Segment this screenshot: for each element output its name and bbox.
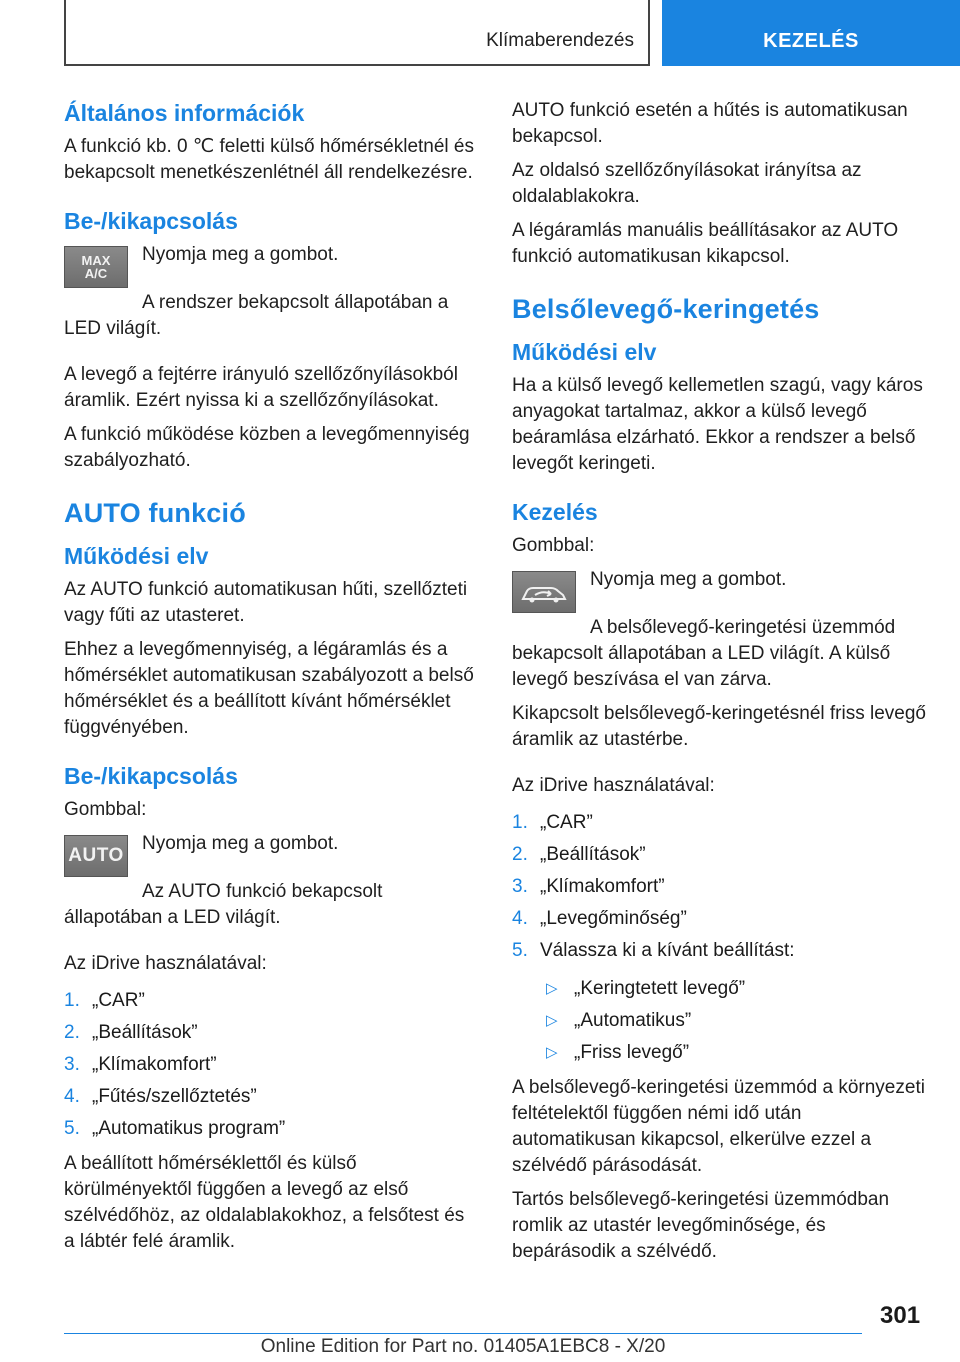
auto-icon-label: AUTO	[68, 845, 124, 866]
triangle-bullet-icon: ▷	[546, 980, 558, 997]
heading-recirculation: Belsőlevegő-keringetés	[512, 294, 820, 324]
triangle-bullet-icon: ▷	[546, 1012, 558, 1029]
paragraph: Az AUTO funkció bekapcsolt állapotában a LED világít.	[64, 881, 383, 928]
heading-operating-principle: Működési elv	[64, 543, 209, 569]
heading-on-off: Be-/kikapcsolás	[64, 208, 238, 234]
header-section-title: Klímaberendezés	[486, 30, 634, 51]
heading-auto-function: AUTO funkció	[64, 498, 246, 528]
paragraph: Gombbal:	[512, 535, 595, 556]
list-item: 1. „CAR”	[512, 812, 593, 833]
triangle-bullet-icon: ▷	[546, 1044, 558, 1061]
paragraph: AUTO funkció esetén a hűtés is automatikusan bekapcsol.	[512, 100, 908, 147]
list-item: 2. „Beállítások”	[64, 1022, 198, 1043]
footer-divider	[64, 1333, 862, 1334]
paragraph: Nyomja meg a gombot.	[142, 833, 339, 854]
paragraph: Kikapcsolt belsőlevegő-keringetésnél friss levegő áramlik az utastérbe.	[512, 703, 927, 750]
paragraph: Az AUTO funkció automatikusan hűti, szellőzteti vagy fűti az utasteret.	[64, 579, 468, 626]
paragraph: A levegő a fejtérre irányuló szellőzőnyílásokból áramlik. Ezért nyissa ki a szellőzőnyílásokat.	[64, 364, 458, 411]
paragraph: Az oldalsó szellőzőnyílásokat irányítsa az oldalablakokra.	[512, 160, 862, 207]
max-ac-button-icon	[64, 246, 128, 288]
paragraph: Nyomja meg a gombot.	[590, 569, 787, 590]
list-item: ▷ „Friss levegő”	[540, 1037, 926, 1069]
paragraph: Ha a külső levegő kellemetlen szagú, vagy káros anyagokat tartalmaz, akkor a külső levegő beáramlása elzárható. Ekkor a rendszer a belső levegőt keringeti.	[512, 375, 923, 474]
list-item: 4. „Levegőminőség”	[512, 908, 687, 929]
list-item: 5. Válassza ki a kívánt beállítást:	[512, 940, 795, 961]
car-recirculation-icon	[519, 579, 569, 605]
paragraph: Gombbal:	[64, 799, 147, 820]
header-chapter-tab	[662, 0, 960, 66]
max-ac-icon-label: MAX A/C	[81, 253, 111, 281]
paragraph: A beállított hőmérséklettől és külső körülményektől függően a levegő az első szélvédőhöz, az oldalablakokhoz, a felsőtest és a lábtér felé áramlik.	[64, 1153, 465, 1252]
paragraph: Az iDrive használatával:	[64, 953, 267, 974]
list-item: 3. „Klímakomfort”	[512, 876, 665, 897]
recirc-button-block	[512, 567, 926, 625]
list-item: 3. „Klímakomfort”	[64, 1054, 217, 1075]
auto-button-block	[64, 831, 478, 889]
paragraph: Ehhez a levegőmennyiség, a légáramlás és a hőmérséklet automatikusan szabályozott a belső hőmérséklet és a beállított kívánt hőmérséklet függvényében.	[64, 639, 474, 738]
footer-edition: Online Edition for Part no. 01405A1EBC8 - X/20	[260, 1336, 666, 1357]
paragraph: Nyomja meg a gombot.	[142, 244, 339, 265]
heading-general-info: Általános információk	[64, 100, 305, 126]
left-column	[64, 98, 478, 1263]
paragraph: A belsőlevegő-keringetési üzemmód a környezeti feltételektől függően némi idő után automatikusan kikapcsol, elkerülve ezzel a szélvédő párásodását.	[512, 1077, 925, 1176]
maxac-button-block	[64, 242, 478, 300]
paragraph: Tartós belsőlevegő-keringetési üzemmódban romlik az utastér levegőminősége, és bepárásodik a szélvédő.	[512, 1189, 890, 1262]
step-list	[64, 985, 478, 1145]
list-item: 2. „Beállítások”	[512, 844, 646, 865]
list-item: ▷ „Keringtetett levegő”	[540, 973, 926, 1005]
header-section-box	[64, 0, 650, 66]
list-item: 4. „Fűtés/szellőztetés”	[64, 1086, 257, 1107]
paragraph: A légáramlás manuális beállításakor az AUTO funkció automatikusan kikapcsol.	[512, 220, 899, 267]
page-number: 301	[880, 1302, 921, 1329]
step-list	[512, 807, 926, 967]
paragraph: Az iDrive használatával:	[512, 775, 715, 796]
option-list	[540, 973, 926, 1069]
heading-operating-principle: Működési elv	[512, 339, 657, 365]
recirculation-button-icon	[512, 571, 576, 613]
auto-button-icon	[64, 835, 128, 877]
paragraph: A rendszer bekapcsolt állapotában a LED világít.	[64, 292, 449, 339]
list-item: 5. „Automatikus program”	[64, 1118, 286, 1139]
paragraph: A funkció működése közben a levegőmennyiség szabályozható.	[64, 424, 470, 471]
list-item: ▷ „Automatikus”	[540, 1005, 926, 1037]
header-chapter-title: KEZELÉS	[763, 30, 859, 52]
paragraph: A belsőlevegő-keringetési üzemmód bekapcsolt állapotában a LED világít. A külső levegő beszívása el van zárva.	[512, 617, 896, 690]
heading-on-off: Be-/kikapcsolás	[64, 763, 238, 789]
right-column	[512, 98, 926, 1273]
list-item: 1. „CAR”	[64, 990, 145, 1011]
heading-operation: Kezelés	[512, 499, 598, 525]
paragraph: A funkció kb. 0 ℃ feletti külső hőmérsékletnél és bekapcsolt menetkészenlétnél áll rendelkezésre.	[64, 136, 474, 183]
